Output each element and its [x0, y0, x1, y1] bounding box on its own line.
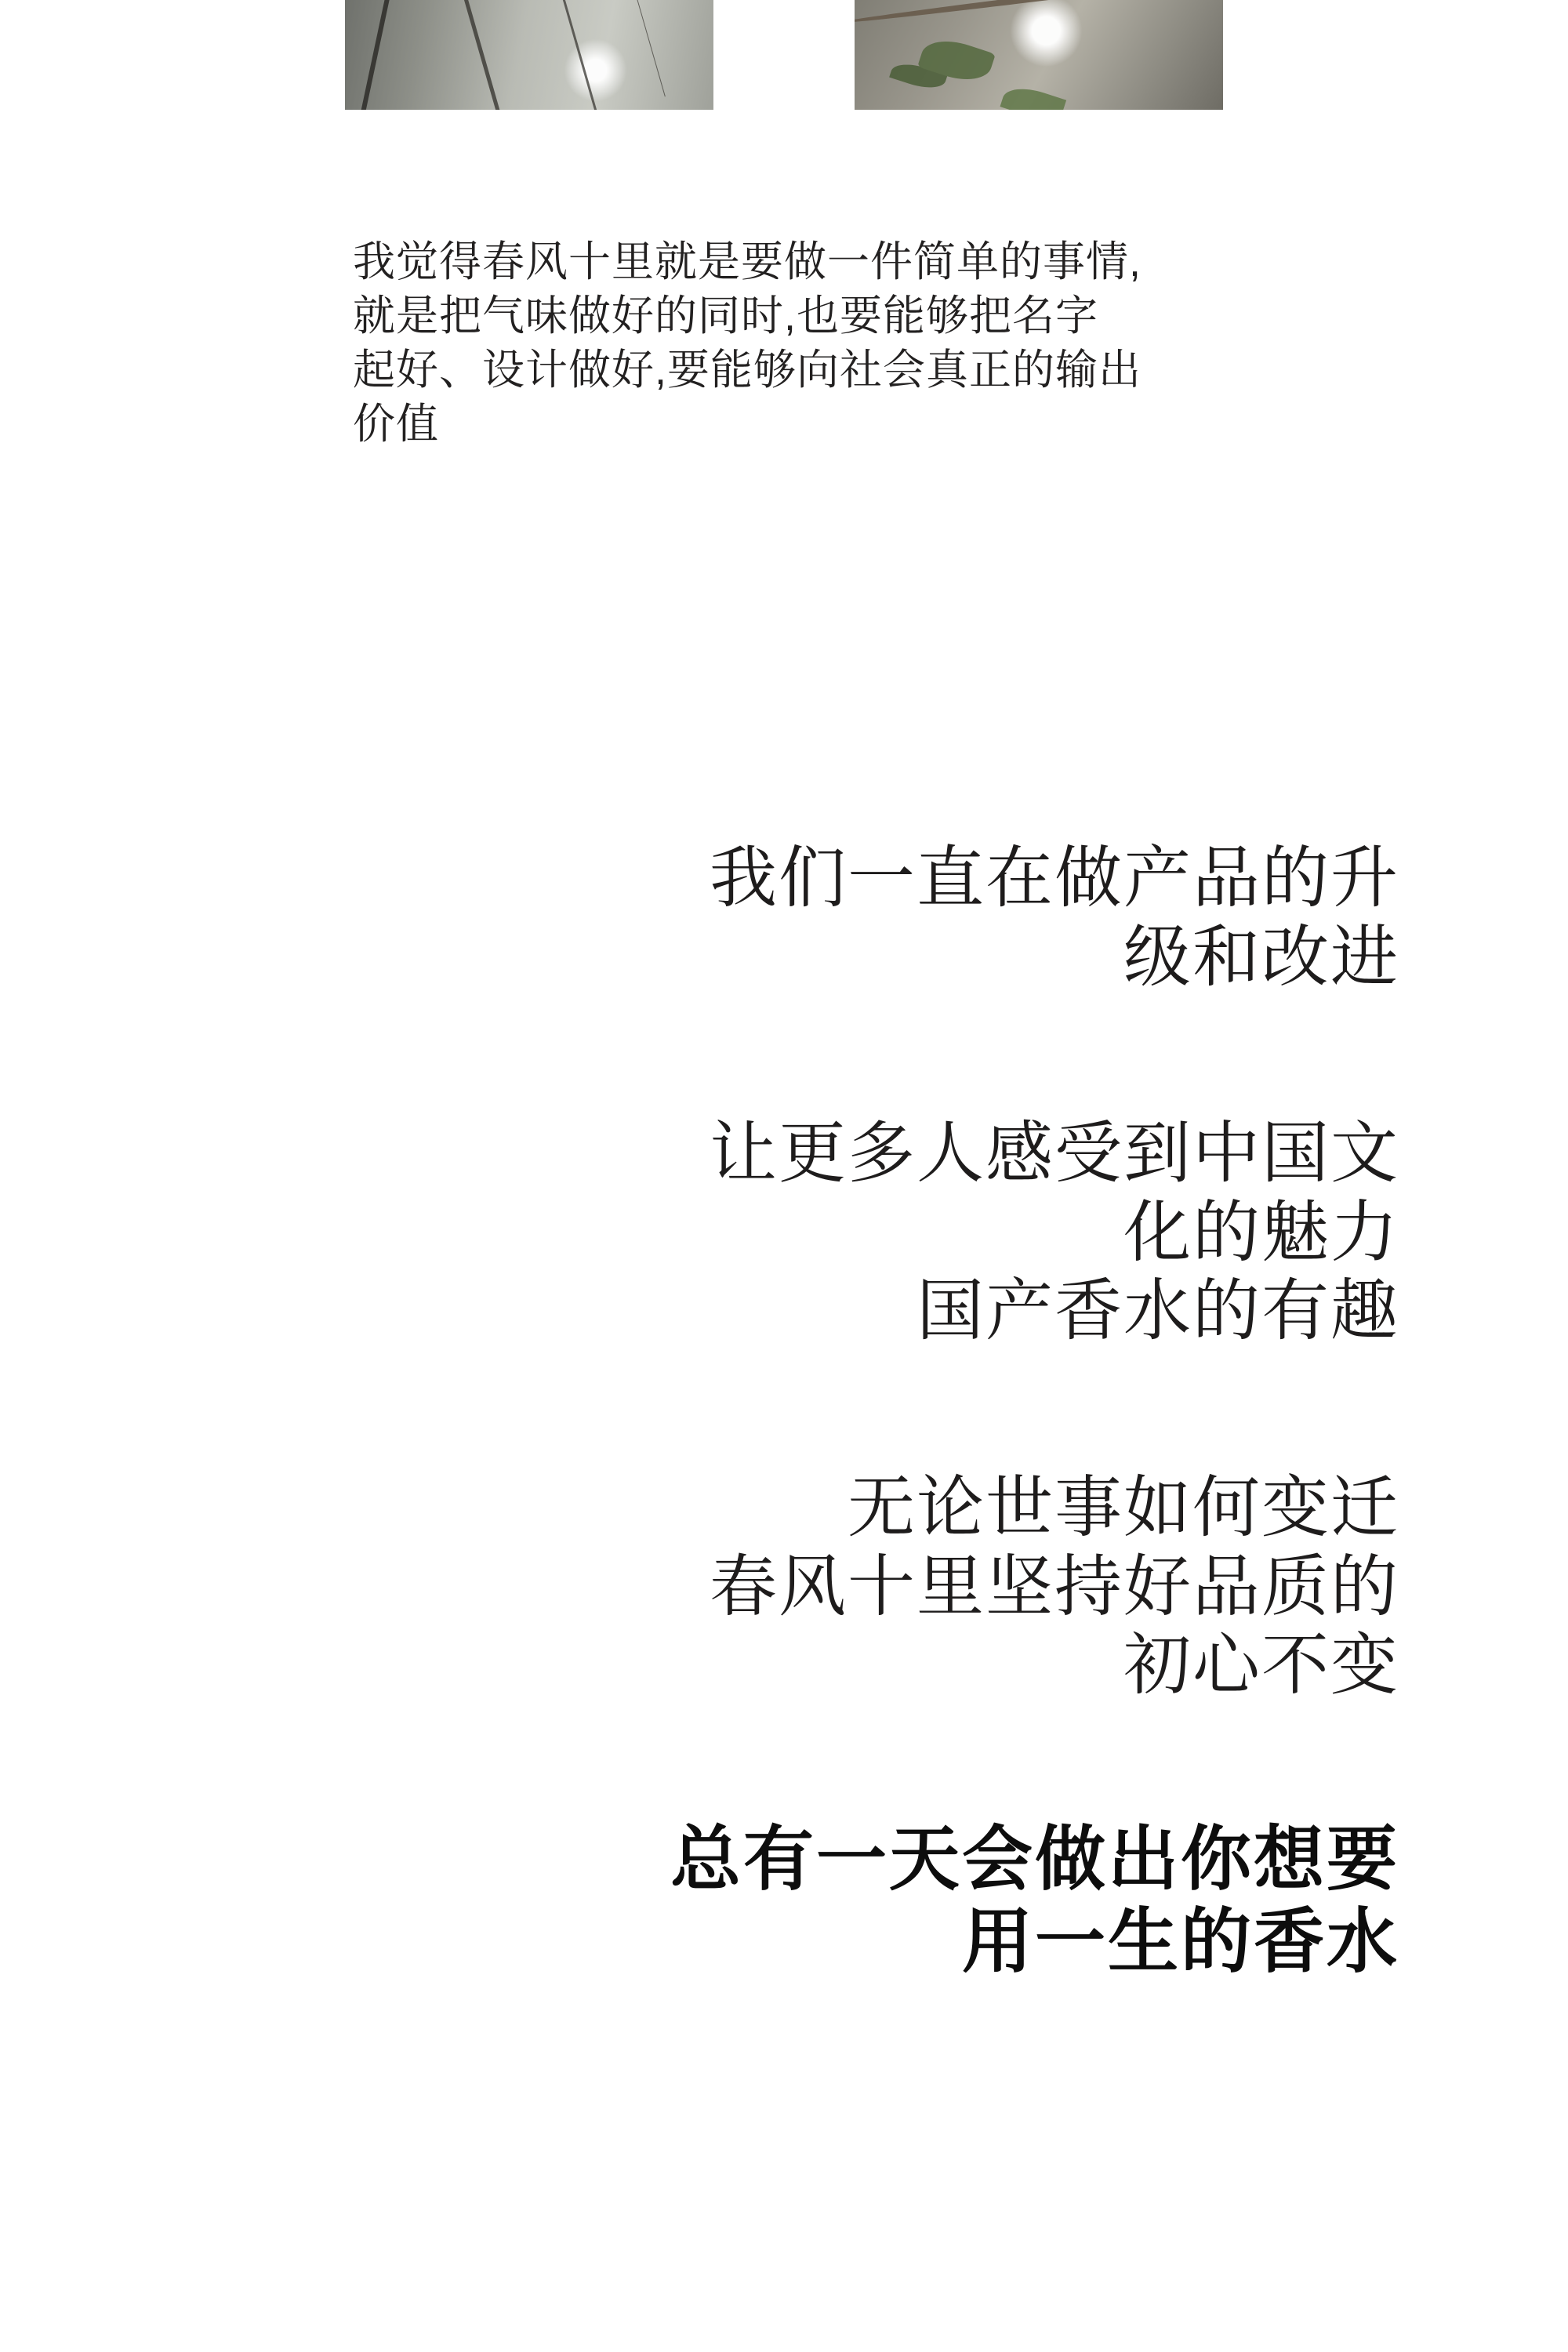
stanza-line: 用一生的香水 — [962, 1903, 1399, 1982]
top-image-strip — [0, 0, 1568, 110]
stanza-line: 无论世事如何变迁 — [848, 1470, 1399, 1546]
stanza-line: 级和改进 — [1123, 919, 1399, 995]
intro-paragraph — [353, 235, 1231, 452]
stanza-quality — [169, 1468, 1399, 1705]
statement-section — [0, 839, 1568, 1984]
stanza-line: 总有一天会做出你想要 — [670, 1820, 1399, 1899]
photo-branch-white-wall — [345, 0, 713, 110]
stanza-line: 国产香水的有趣 — [916, 1273, 1399, 1349]
stanza-line: 初心不变 — [1123, 1628, 1399, 1704]
photo-branch-green-leaves — [855, 0, 1223, 110]
stanza-line: 化的魅力 — [1123, 1194, 1399, 1270]
stanza-line: 春风十里坚持好品质的 — [710, 1548, 1399, 1624]
intro-line: 就是把气味做好的同时,也要能够把名字 — [353, 292, 1099, 340]
stanza-line: 我们一直在做产品的升 — [710, 840, 1399, 916]
intro-line: 我觉得春风十里就是要做一件简单的事情, — [353, 238, 1142, 285]
intro-line: 起好、设计做好,要能够向社会真正的输出 — [353, 347, 1142, 394]
intro-line: 价值 — [353, 401, 439, 448]
stanza-upgrade — [169, 839, 1399, 996]
stanza-culture — [169, 1114, 1399, 1351]
stanza-promise — [169, 1819, 1399, 1984]
stanza-line: 让更多人感受到中国文 — [710, 1116, 1399, 1192]
